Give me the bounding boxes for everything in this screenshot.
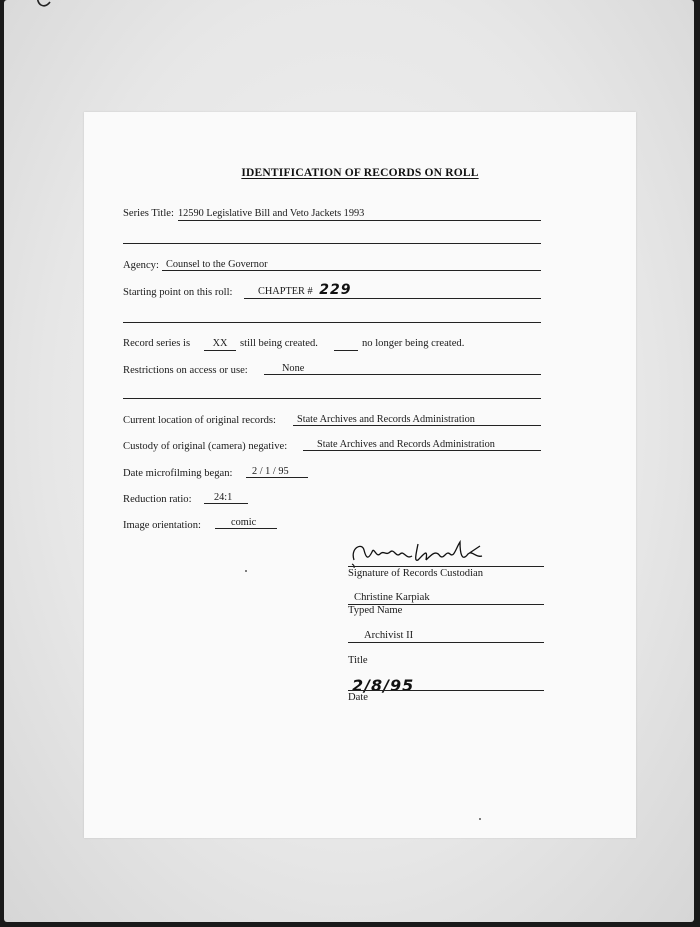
no-longer-checkbox <box>334 338 358 351</box>
date-began-field: 2 / 1 / 95 <box>246 466 308 478</box>
title-line <box>348 642 544 643</box>
form-title: IDENTIFICATION OF RECORDS ON ROLL <box>241 167 479 179</box>
form-sheet <box>84 112 636 838</box>
agency-field: Counsel to the Governor <box>162 259 541 271</box>
starting-point-continuation-line <box>123 322 541 323</box>
speck <box>245 570 247 572</box>
image-orientation-field: comic <box>215 517 277 529</box>
signature-line <box>348 566 544 567</box>
restrictions-field: None <box>264 363 541 375</box>
corner-mark-icon <box>34 0 60 12</box>
record-series-label: Record series is <box>123 338 191 349</box>
reduction-ratio-row <box>123 494 192 505</box>
agency-label: Agency: <box>123 260 159 271</box>
restrictions-row <box>123 365 248 376</box>
date-began-label: Date microfilming began: <box>123 468 233 479</box>
starting-point-row <box>123 287 232 298</box>
typed-name-value: Christine Karpiak <box>354 592 430 603</box>
still-created-text: still being created. <box>240 338 318 349</box>
title-label: Title <box>348 655 368 666</box>
agency-row <box>123 260 159 271</box>
reduction-ratio-field: 24:1 <box>204 492 248 504</box>
starting-point-label: Starting point on this roll: <box>123 287 233 298</box>
image-orientation-label: Image orientation: <box>123 520 201 531</box>
starting-point-handwritten: 229 <box>319 282 352 298</box>
still-created-checkbox: XX <box>204 338 236 351</box>
series-title-field: 12590 Legislative Bill and Veto Jackets 1993 <box>178 208 541 221</box>
image-orientation-row <box>123 520 201 531</box>
series-title-label: Series Title: <box>123 208 174 219</box>
current-location-row <box>123 415 276 426</box>
current-location-field: State Archives and Records Administration <box>293 414 541 426</box>
date-handwritten: 2/8/95 <box>352 676 415 695</box>
date-began-row <box>123 468 232 479</box>
restrictions-label: Restrictions on access or use: <box>123 365 248 376</box>
signature-image <box>348 540 498 568</box>
starting-point-value: CHAPTER # <box>258 286 313 297</box>
custody-row <box>123 441 287 452</box>
microfilm-frame <box>4 0 694 922</box>
series-title-continuation-line <box>123 243 541 244</box>
typed-name-label: Typed Name <box>348 605 403 616</box>
reduction-ratio-label: Reduction ratio: <box>123 494 192 505</box>
series-title-row <box>123 208 174 219</box>
date-line <box>348 690 544 691</box>
custody-label: Custody of original (camera) negative: <box>123 441 288 452</box>
restrictions-continuation-line <box>123 398 541 399</box>
speck <box>479 818 481 820</box>
date-label: Date <box>348 692 368 703</box>
no-longer-text: no longer being created. <box>362 338 465 349</box>
current-location-label: Current location of original records: <box>123 415 276 426</box>
record-series-row <box>123 338 190 349</box>
starting-point-field <box>244 283 541 299</box>
title-value: Archivist II <box>364 630 414 641</box>
signature-label: Signature of Records Custodian <box>348 568 484 579</box>
custody-field: State Archives and Records Administration <box>303 439 541 451</box>
